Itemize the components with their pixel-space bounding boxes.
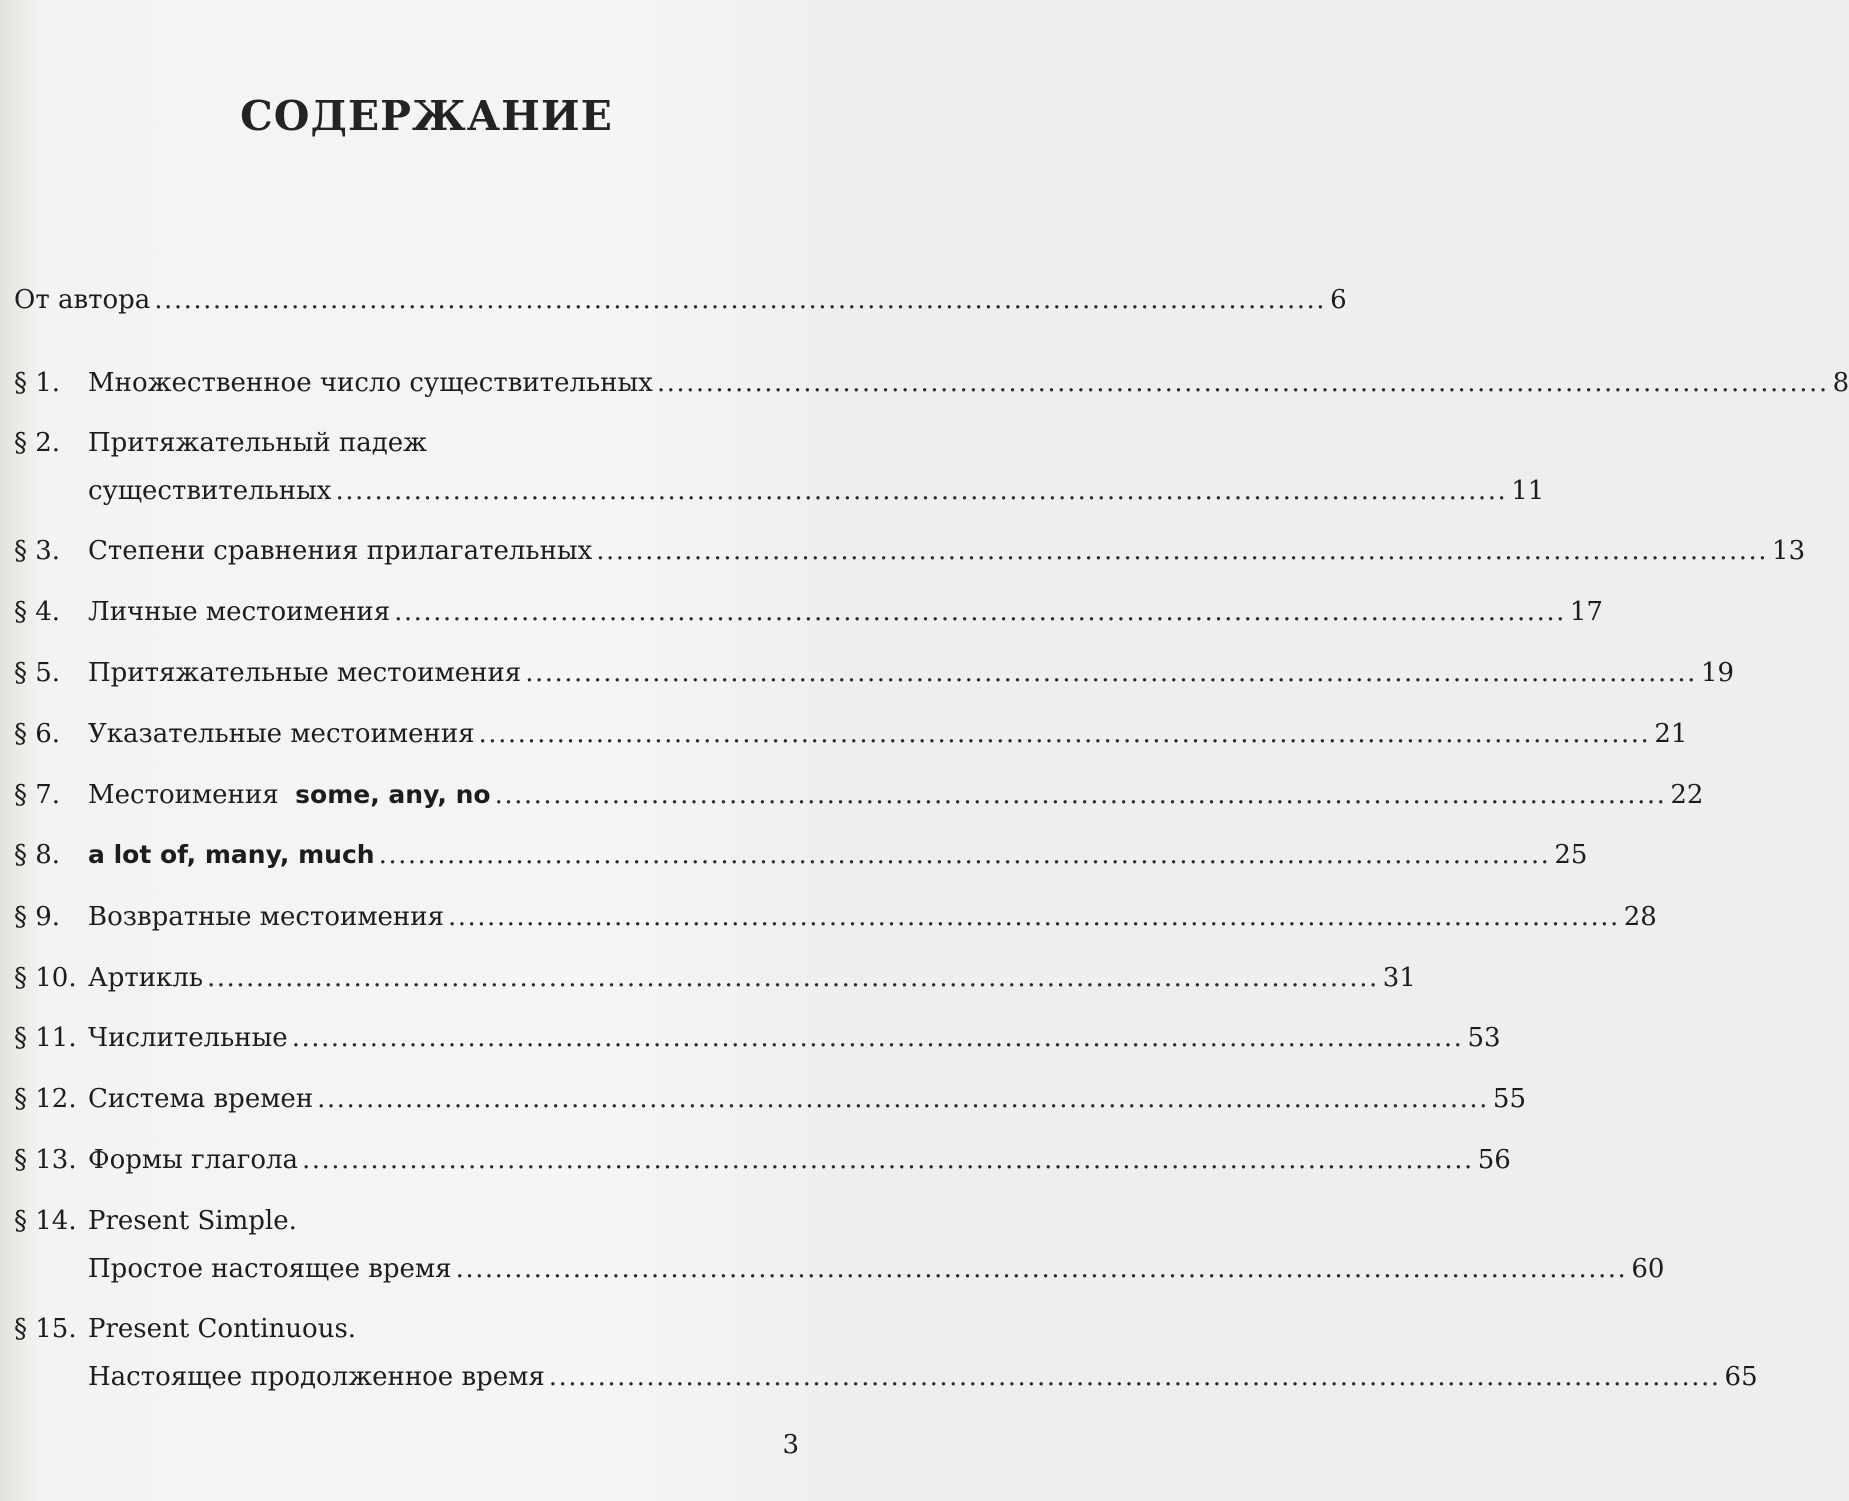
toc-entry: [14, 780, 1704, 810]
toc-entry-number: § 5.: [14, 658, 61, 688]
toc-entry-continuation: [14, 476, 1545, 506]
toc-entry-page: 19: [1700, 658, 1735, 688]
toc-entry-continuation: [14, 1254, 1665, 1284]
page-number: 3: [782, 1430, 799, 1460]
toc-entry-number: § 6.: [14, 719, 61, 749]
toc-entry-page: 13: [1772, 536, 1806, 566]
dot-leader: ........................................................................................................................: [478, 719, 1651, 749]
toc-entry-text: [88, 780, 491, 810]
toc-entry: [14, 1206, 800, 1236]
dot-leader: ........................................................................................................................: [394, 597, 1566, 627]
toc-entry: [14, 902, 1657, 932]
toc-entry: [14, 658, 1735, 688]
toc-entry-text-en: a lot of, many, much: [88, 840, 375, 869]
toc-entry-text: [88, 840, 375, 870]
toc-entry: [14, 963, 1416, 993]
toc-entry-text-line1: Present Continuous.: [88, 1314, 357, 1344]
toc-entry-number: § 3.: [14, 536, 61, 566]
toc-entry-page: 11: [1511, 476, 1545, 506]
toc-entry-text: Числительные: [88, 1023, 288, 1053]
toc-entry-text: Формы глагола: [88, 1145, 298, 1175]
dot-leader: ........................................................................................................................: [596, 536, 1769, 566]
toc-entry-page: 55: [1492, 1084, 1527, 1114]
toc-entry-text: Настоящее продолженное время: [88, 1362, 545, 1392]
toc-entry: [14, 368, 1849, 398]
toc-entry: [14, 719, 1688, 749]
dot-leader: ........................................................................................................................: [302, 1145, 1474, 1175]
dot-leader: ........................................................................................................................: [154, 285, 1327, 315]
toc-entry-text-line1: Present Simple.: [88, 1206, 297, 1236]
toc-entry-page: 65: [1724, 1362, 1758, 1392]
dot-leader: ........................................................................................................................: [548, 1362, 1721, 1392]
toc-entry: [14, 597, 1603, 627]
toc-entry-text: Система времен: [88, 1084, 314, 1114]
toc-entry-number: § 10.: [14, 963, 77, 993]
toc-entry-number: § 7.: [14, 780, 61, 810]
dot-leader: ........................................................................................................................: [494, 780, 1667, 810]
toc-entry-text: Простое настоящее время: [88, 1254, 452, 1284]
toc-entry-page: 53: [1467, 1023, 1501, 1053]
dot-leader: ........................................................................................................................: [317, 1084, 1489, 1114]
toc-entry-page: 28: [1623, 902, 1657, 932]
toc-entry-text: Притяжательные местоимения: [88, 658, 522, 688]
toc-entry-page: 25: [1554, 840, 1588, 870]
dot-leader: ........................................................................................................................: [455, 1254, 1628, 1284]
toc-entry-number: § 15.: [14, 1314, 77, 1344]
dot-leader: ........................................................................................................................: [291, 1023, 1464, 1053]
toc-entry-text-en: some, any, no: [295, 780, 491, 809]
toc-entry: [14, 428, 800, 458]
toc-entry-text: Степени сравнения прилагательных: [88, 536, 593, 566]
toc-entry-number: § 12.: [14, 1084, 77, 1114]
toc-entry: [14, 1023, 1501, 1053]
toc-entry-number: § 8.: [14, 840, 61, 870]
toc-entry-page: 56: [1477, 1145, 1511, 1175]
toc-entry-text-line1: Притяжательный падеж: [88, 428, 428, 458]
toc-entry-page: 60: [1631, 1254, 1665, 1284]
toc-entry-text: Множественное число существительных: [88, 368, 653, 398]
page-title: СОДЕРЖАНИЕ: [240, 92, 613, 140]
toc-entry-text: Личные местоимения: [88, 597, 391, 627]
toc-entry-text: От автора: [14, 285, 151, 315]
toc-entry-number: § 13.: [14, 1145, 77, 1175]
dot-leader: ........................................................................................................................: [378, 840, 1551, 870]
toc-entry-page: 22: [1670, 780, 1704, 810]
toc-entry-text: существительных: [88, 476, 332, 506]
toc-entry-page: 6: [1330, 285, 1347, 315]
dot-leader: ........................................................................................................................: [656, 368, 1829, 398]
toc-entry-continuation: [14, 1362, 1758, 1392]
dot-leader: ........................................................................................................................: [335, 476, 1508, 506]
toc-entry-page: 31: [1382, 963, 1416, 993]
toc-entry: [14, 1084, 1527, 1114]
toc-entry: [14, 1145, 1511, 1175]
toc-entry-page: 8: [1832, 368, 1849, 398]
toc-entry-foreword: [14, 285, 1347, 315]
toc-entry-text-ru: Местоимения: [88, 780, 279, 810]
toc-entry-number: § 4.: [14, 597, 61, 627]
dot-leader: ........................................................................................................................: [206, 963, 1379, 993]
toc-entry-page: 17: [1569, 597, 1603, 627]
toc-entry: [14, 536, 1806, 566]
toc-entry: [14, 1314, 800, 1344]
toc-entry-number: § 11.: [14, 1023, 77, 1053]
toc-entry-page: 21: [1654, 719, 1688, 749]
toc-entry-text: Указательные местоимения: [88, 719, 475, 749]
dot-leader: ........................................................................................................................: [525, 658, 1697, 688]
toc-entry-text: Возвратные местоимения: [88, 902, 444, 932]
toc-entry-number: § 9.: [14, 902, 61, 932]
toc-entry-number: § 1.: [14, 368, 61, 398]
toc-entry-text: Артикль: [88, 963, 203, 993]
toc-entry-number: § 2.: [14, 428, 61, 458]
toc-entry-number: § 14.: [14, 1206, 77, 1236]
dot-leader: ........................................................................................................................: [448, 902, 1620, 932]
toc-entry: [14, 840, 1588, 870]
